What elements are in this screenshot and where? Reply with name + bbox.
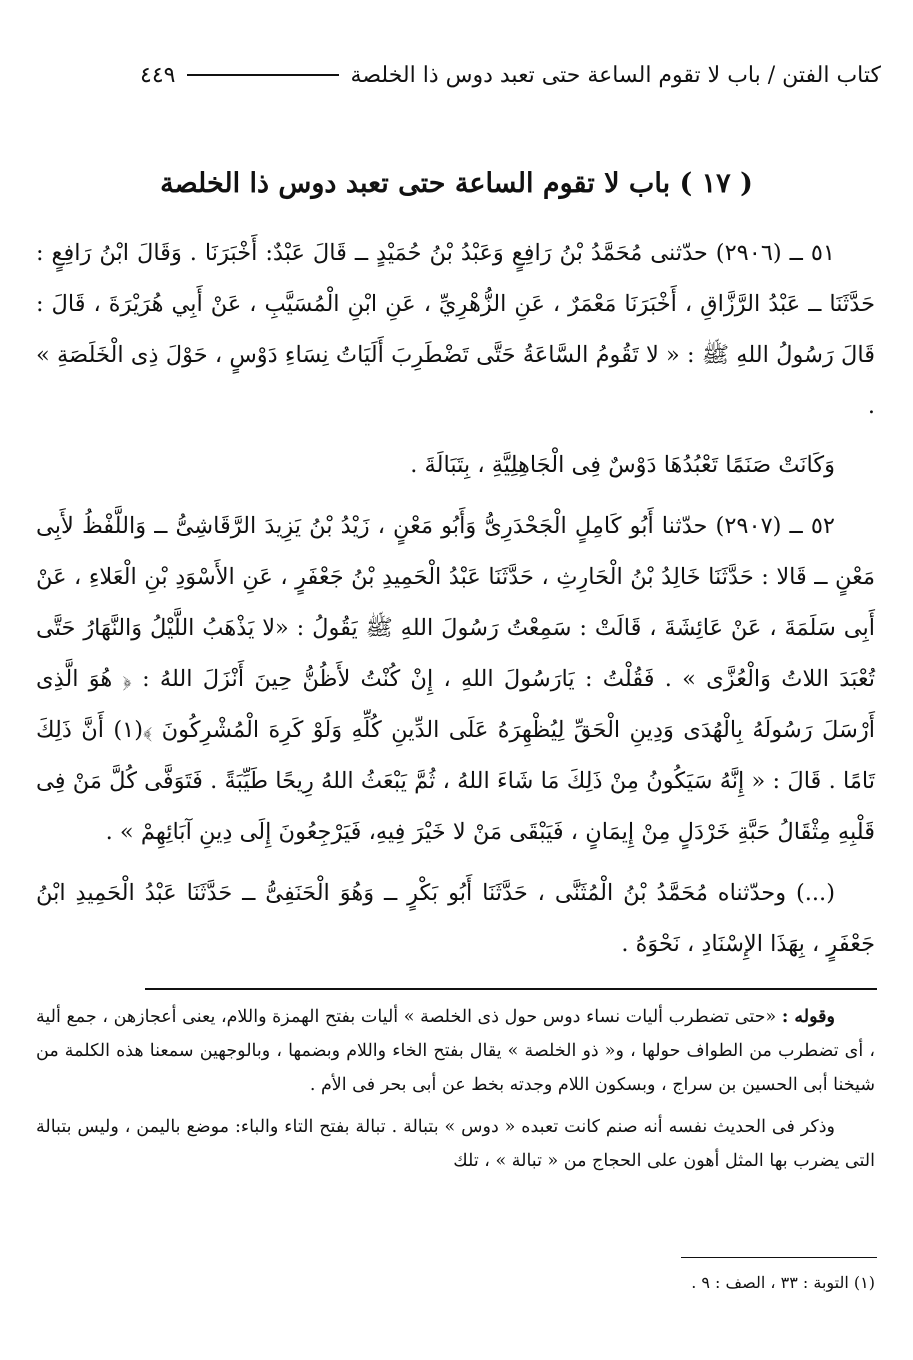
chapter-heading: ( ١٧ ) باب لا تقوم الساعة حتى تعبد دوس ذا الخلصة xyxy=(160,168,753,199)
header-rule xyxy=(187,74,338,76)
hadith-paragraph: ٥١ ــ (٢٩٠٦) حدّثنى مُحَمَّدُ بْنُ رَافِعٍ وَعَبْدُ بْنُ حُمَيْدٍ ــ قَالَ عَبْدٌ: أَخْبَرَنَا . وَقَالَ ابْنُ رَافِعٍ : حَدَّثَنَا ــ عَبْدُ الرَّزَّاقِ ، أَخْبَرَنَا مَعْمَرٌ ، عَنِ الزُّهْرِيِّ ، عَنِ ابْنِ الْمُسَيَّبِ ، عَنْ أَبِي هُرَيْرَةَ ، قَالَ : قَالَ رَسُولُ اللهِ ﷺ : « لا تَقُومُ السَّاعَةُ حَتَّى تَضْطَرِبَ أَلَيَاتُ نِسَاءِ دَوْسٍ ، حَوْلَ ذِى الْخَلَصَةِ » . xyxy=(36,240,875,419)
main-text xyxy=(36,228,875,978)
note-paragraph: وَكَانَتْ صَنَمًا تَعْبُدُهَا دَوْسٌ فِى الْجَاهِلِيَّةِ ، بِتَبَالَةَ . xyxy=(410,452,835,478)
commentary-lead: وقوله : xyxy=(781,1007,835,1027)
running-header xyxy=(140,58,881,92)
hadith-paragraph: ٥٢ ــ (٢٩٠٧) حدّثنا أَبُو كَامِلٍ الْجَحْدَرِىُّ وَأَبُو مَعْنٍ ، زَيْدُ بْنُ يَزِيدَ الرَّقَاشِىُّ ــ وَاللَّفْظُ لأَبِى مَعْنٍ ــ قَالا : حَدَّثَنَا خَالِدُ بْنُ الْحَارِثِ ، حَدَّثَنَا عَبْدُ الْحَمِيدِ بْنُ جَعْفَرٍ ، عَنِ الأَسْوَدِ بْنِ الْعَلاءِ ، عَنْ أَبِى سَلَمَةَ ، عَنْ عَائِشَةَ ، قَالَتْ : سَمِعْتُ رَسُولَ اللهِ ﷺ يَقُولُ : «لا يَذْهَبُ اللَّيْلُ وَالنَّهَارُ حَتَّى تُعْبَدَ اللاتُ وَالْعُزَّى » . فَقُلْتُ : يَارَسُولَ اللهِ ، إِنْ كُنْتُ لأَظُنُّ حِينَ أَنْزَلَ اللهُ : ﴿ هُوَ الَّذِى أَرْسَلَ رَسُولَهُ بِالْهُدَى وَدِينِ الْحَقِّ لِيُظْهِرَهُ عَلَى الدِّينِ كُلِّهِ وَلَوْ كَرِهَ الْمُشْرِكُونَ ﴾(١) أَنَّ ذَلِكَ تَامًا . قَالَ : « إِنَّهُ سَيَكُونُ مِنْ ذَلِكَ مَا شَاءَ اللهُ ، ثُمَّ يَبْعَثُ اللهُ رِيحًا طَيِّبَةً . فَتَوَفَّى كُلَّ مَنْ فِى قَلْبِهِ مِثْقَالُ حَبَّةِ خَرْدَلٍ مِنْ إِيمَانٍ ، فَيَبْقَى مَنْ لا خَيْرَ فِيهِ، فَيَرْجِعُونَ إِلَى دِينِ آبَائِهِمْ » . xyxy=(36,513,875,845)
page-number: ٤٤٩ xyxy=(140,62,176,88)
commentary-text: «حتى تضطرب أليات نساء دوس حول ذى الخلصة » أليات بفتح الهمزة واللام، يعنى أعجازهن ، جمع ألية ، أى تضطرب من الطواف حولها ، و« ذو الخلصة » يقال بفتح الخاء واللام وبضمها ، وبالوجهين سمعنا هذه الكلمة من شيخنا أبى الحسين بن سراج ، وبسكون اللام وجدته بخط عن أبى بحر فى الأم . xyxy=(36,1007,875,1095)
commentary-divider xyxy=(145,988,877,990)
running-title: كتاب الفتن / باب لا تقوم الساعة حتى تعبد دوس ذا الخلصة xyxy=(350,62,881,88)
chain-paragraph: (...) وحدّثناه مُحَمَّدُ بْنُ الْمُثَنَّى ، حَدَّثَنَا أَبُو بَكْرٍ ــ وَهُوَ الْحَنَفِىُّ ــ حَدَّثَنَا عَبْدُ الْحَمِيدِ ابْنُ جَعْفَرٍ ، بِهَذَا الإِسْنَادِ ، نَحْوَهُ . xyxy=(36,880,875,957)
commentary-paragraph xyxy=(36,1000,875,1102)
footnote-divider xyxy=(681,1257,877,1258)
commentary xyxy=(36,1000,875,1186)
commentary-paragraph: وذكر فى الحديث نفسه أنه صنم كانت تعبده « دوس » بتبالة . تبالة بفتح التاء والباء: موضع باليمن ، وليس بتبالة التى يضرب بها المثل أهون على الحجاج من « تبالة » ، تلك xyxy=(36,1117,875,1171)
footnote: (١) التوبة : ٣٣ ، الصف : ٩ . xyxy=(691,1273,875,1292)
